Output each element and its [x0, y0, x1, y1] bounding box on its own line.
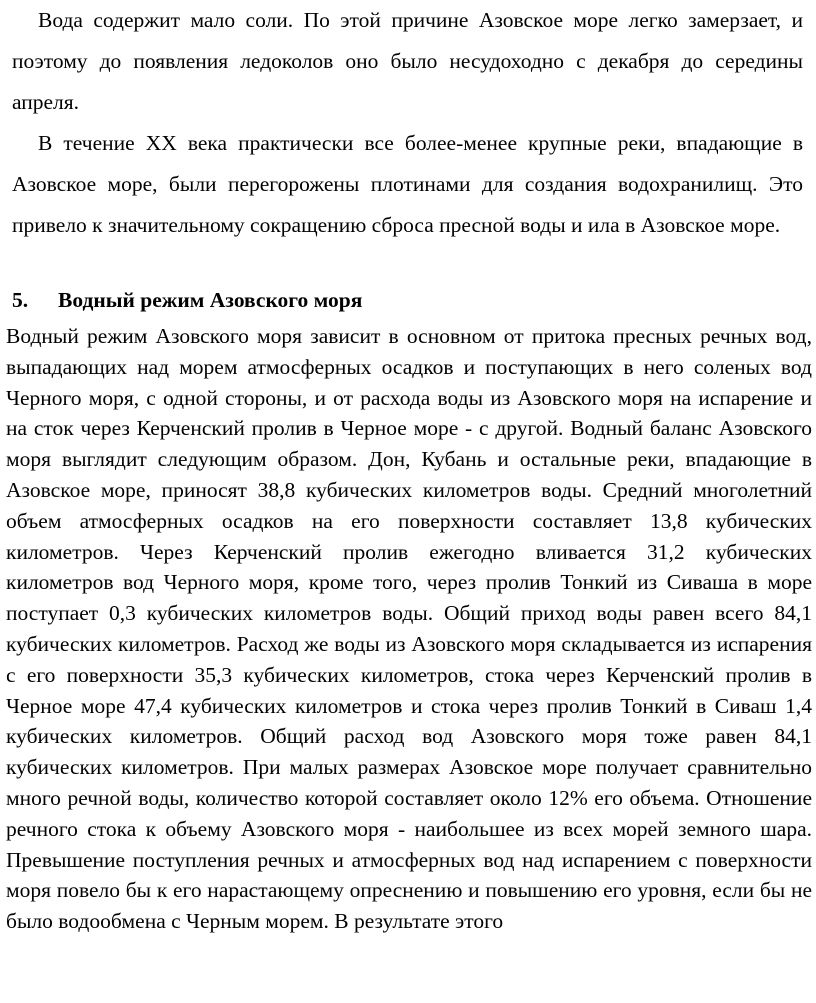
paragraph-dams: В течение XX века практически все более-менее крупные реки, впадающие в Азовское море, были перегорожены плотинами для создания водохранилищ. Это привело к значительному сокращению сброса пресной воды и ила в Азовское море.: [12, 131, 803, 237]
section-number: 5.: [12, 288, 29, 312]
intro-section: [12, 0, 803, 246]
section-title: Водный режим Азовского моря: [58, 288, 363, 312]
section-body-paragraph: Водный режим Азовского моря зависит в основном от притока пресных речных вод, выпадающих над морем атмосферных осадков и поступающих в него соленых вод Черного моря, с одной стороны, и от расхода воды из Азовского моря на испарение и на сток через Керченский пролив в Черное море - с другой. Водный баланс Азовского моря выглядит следующим образом. Дон, Кубань и остальные реки, впадающие в Азовское море, приносят 38,8 кубических километров воды. Средний многолетний объем атмосферных осадков на его поверхности составляет 13,8 кубических километров. Через Керченский пролив ежегодно вливается 31,2 кубических километров вод Черного моря, кроме того, через пролив Тонкий из Сиваша в море поступает 0,3 кубических километров воды. Общий приход воды равен всего 84,1 кубических километров. Расход же воды из Азовского моря складывается из испарения с его поверхности 35,3 кубических километров, стока через Керченский пролив в Черное море 47,4 кубических километров и стока через пролив Тонкий в Сиваш 1,4 кубических километров. Общий расход вод Азовского моря тоже равен 84,1 кубических километров. При малых размерах Азовское море получает сравнительно много речной воды, количество которой составляет около 12% его объема. Отношение речного стока к объему Азовского моря - наибольшее из всех морей земного шара. Превышение поступления речных и атмосферных вод над испарением с поверхности моря повело бы к его нарастающему опреснению и повышению его уровня, если бы не было водообмена с Черным морем. В результате этого: [6, 324, 812, 934]
section-heading: [12, 285, 803, 315]
paragraph-ice: Вода содержит мало соли. По этой причине Азовское море легко замерзает, и поэтому до появления ледоколов оно было несудоходно с декабря до середины апреля.: [12, 8, 803, 114]
